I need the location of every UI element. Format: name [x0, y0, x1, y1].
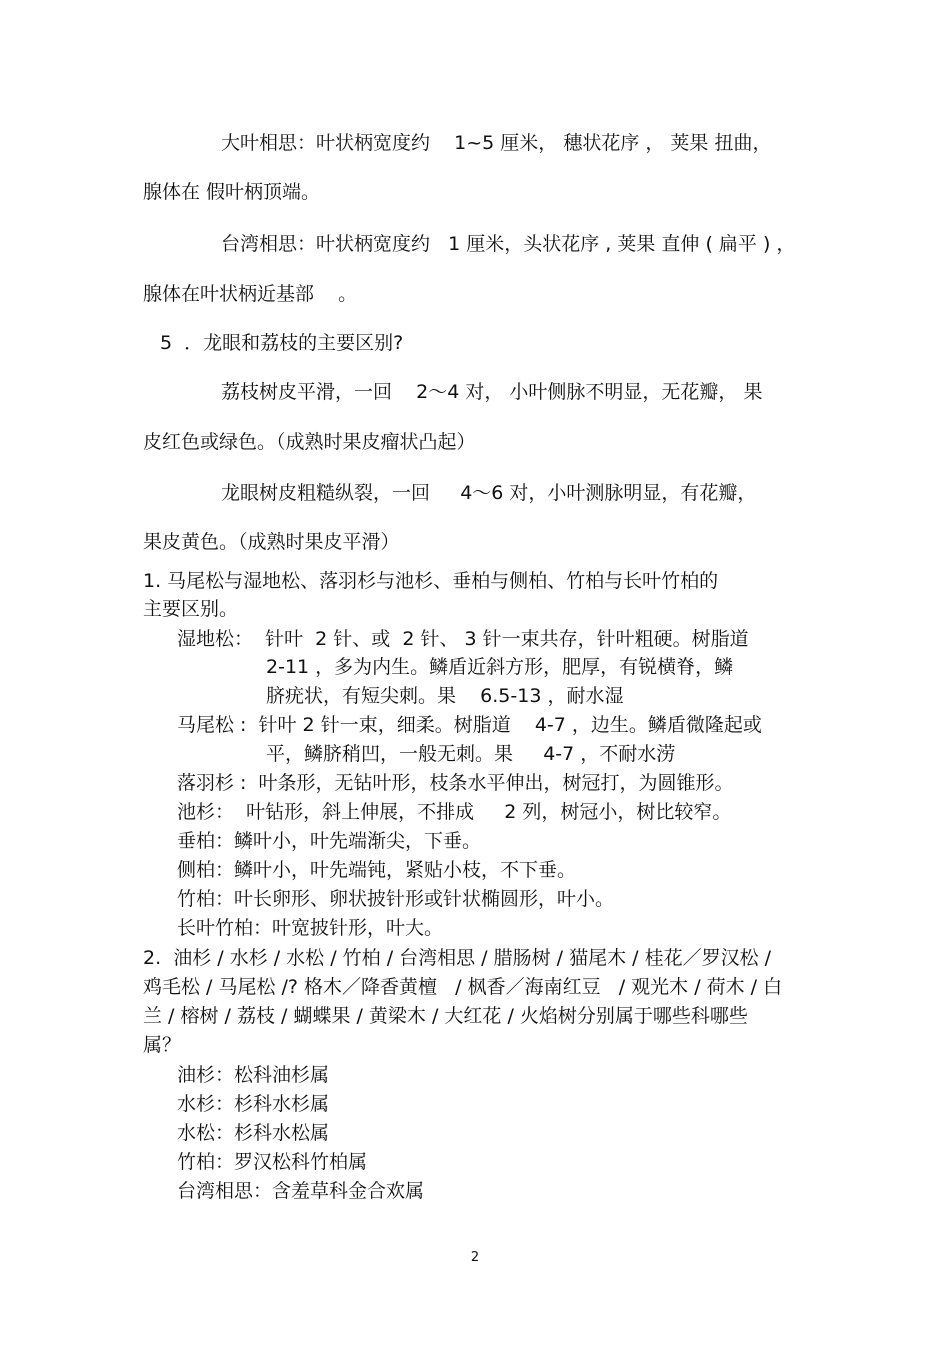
da-ye-line-2: 腺体在 假叶柄顶端。: [143, 181, 321, 203]
zhu-line: 竹柏：叶长卵形、卵状披针形或针状椭圆形，叶小。: [177, 888, 615, 910]
shidi-line-2: 2-11 ，多为内生。鳞盾近斜方形，肥厚，有锐横脊，鳞: [266, 656, 734, 678]
taiwan-line-2: 腺体在叶状柄近基部 。: [143, 283, 358, 305]
question-1-line-1: 1. 马尾松与湿地松、落羽杉与池杉、垂柏与侧柏、竹柏与长叶竹柏的: [143, 570, 719, 592]
chi-line: 池杉： 叶钻形，斜上伸展，不排成 2 列，树冠小，树比较窄。: [177, 801, 732, 823]
shidi-line-3: 脐疣状，有短尖刺。果 6.5-13 ，耐水湿: [266, 685, 624, 707]
shui-line: 水杉：杉科水杉属: [177, 1093, 330, 1115]
da-ye-line-1: 大叶相思：叶状柄宽度约 1~5 厘米， 穗状花序 ， 荚果 扭曲，: [221, 132, 772, 154]
question-5: 5 ．龙眼和荔枝的主要区别?: [160, 332, 404, 354]
question-2-line-4: 属？: [143, 1034, 182, 1056]
question-2-line-2: 鸡毛松 / 马尾松 /? 格木／降香黄檀 / 枫香／海南红豆 / 观光木 / 荷木 / 白: [143, 976, 783, 998]
mawei-line-2: 平，鳞脐稍凹，一般无刺。果 4-7 ，不耐水涝: [266, 743, 676, 765]
zhubai-line: 竹柏：罗汉松科竹柏属: [177, 1151, 368, 1173]
shuisong-line: 水松：杉科水松属: [177, 1122, 330, 1144]
longan-line-2: 果皮黄色。（成熟时果皮平滑）: [143, 531, 400, 553]
luoyu-line: 落羽杉 : 叶条形，无钻叶形，枝条水平伸出，树冠打，为圆锥形。: [177, 772, 734, 794]
mawei-line-1: 马尾松 : 针叶 2 针一束，细柔。树脂道 4-7 ，边生。鳞盾微隆起或: [177, 714, 762, 736]
question-2-line-3: 兰 / 榕树 / 荔枝 / 蝴蝶果 / 黄梁木 / 大红花 / 火焰树分别属于哪些科哪些: [143, 1005, 748, 1027]
litchi-line-1: 荔枝树皮平滑，一回 2～4 对， 小叶侧脉不明显，无花瓣， 果: [221, 381, 763, 403]
changye-line: 长叶竹柏：叶宽披针形，叶大。: [177, 917, 444, 939]
litchi-line-2: 皮红色或绿色。（成熟时果皮瘤状凸起）: [143, 431, 476, 453]
taiwan-line-1: 台湾相思：叶状柄宽度约 1 厘米，头状花序 , 荚果 直伸 ( 扁平 ) ，: [221, 233, 796, 255]
shidi-line-1: 湿地松： 针叶 2 针、或 2 针、 3 针一束共存，针叶粗硬。树脂道: [177, 628, 749, 650]
you-line: 油杉：松科油杉属: [177, 1064, 330, 1086]
taiwan-family-line: 台湾相思：含羞草科金合欢属: [177, 1180, 425, 1202]
page-number: 2: [470, 1250, 480, 1265]
ce-line: 侧柏：鳞叶小，叶先端钝，紧贴小枝，不下垂。: [177, 859, 577, 881]
question-1-line-2: 主要区别。: [143, 598, 239, 620]
question-2-line-1: 2. 油杉 / 水杉 / 水松 / 竹柏 / 台湾相思 / 腊肠树 / 猫尾木 / 桂花／罗汉松 /: [143, 947, 772, 969]
chui-line: 垂柏：鳞叶小，叶先端渐尖，下垂。: [177, 830, 482, 852]
longan-line-1: 龙眼树皮粗糙纵裂，一回 4～6 对，小叶测脉明显，有花瓣，: [221, 482, 757, 504]
